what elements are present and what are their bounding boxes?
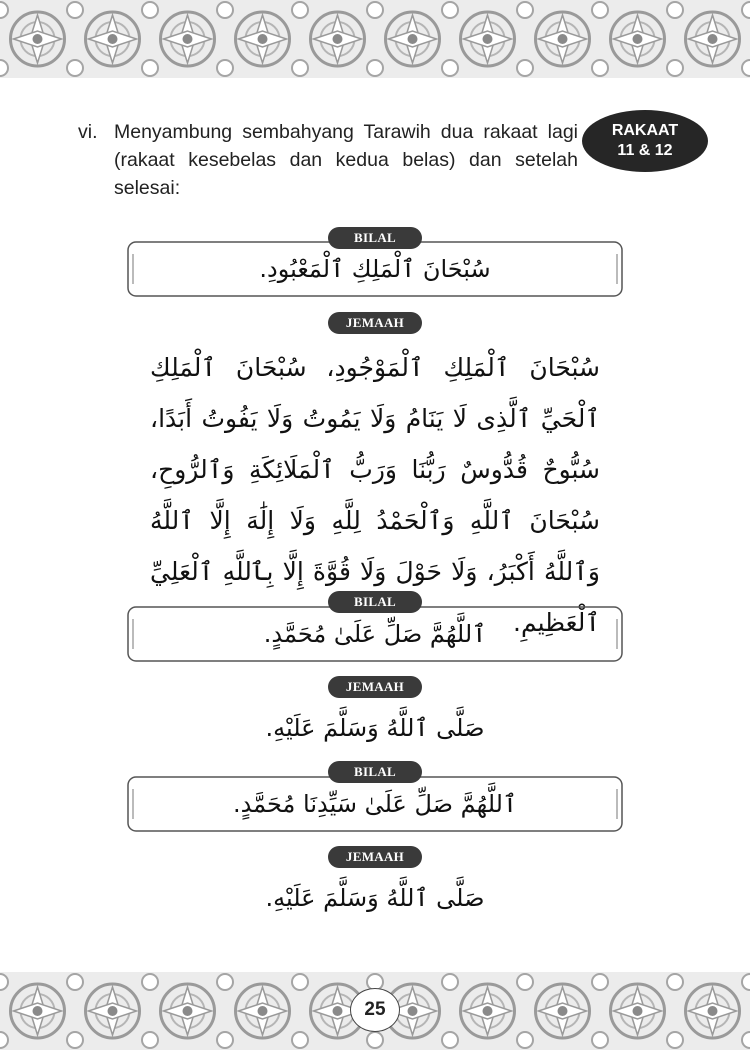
jemaah-text-1: سُبْحَانَ ٱلْمَلِكِ ٱلْمَوْجُودِ، سُبْحَانَ ٱلْمَلِكِ ٱلْحَيِّ ٱلَّذِى لَا يَنَامُ وَلَا يَمُوتُ وَلَا يَفُوتُ أَبَدًا، سُبُّوحٌ قُدُّوسٌ رَبُّنَا وَرَبُّ ٱلْمَلَائِكَةِ وَٱلرُّوحِ، سُبْحَانَ ٱللَّهِ وَٱلْحَمْدُ لِلَّهِ وَلَا إِلَٰهَ إِلَّا ٱللَّهُ وَٱللَّهُ أَكْبَرُ، وَلَا حَوْلَ وَلَا قُوَّةَ إِلَّا بِٱللَّهِ ٱلْعَلِيِّ ٱلْعَظِيمِ. [150, 353, 600, 637]
instruction-paragraph [78, 118, 578, 202]
jemaah-label-3: JEMAAH [328, 846, 422, 868]
bilal-text-2: ٱللَّهُمَّ صَلِّ عَلَىٰ مُحَمَّدٍ. [263, 620, 487, 648]
bilal-label-3: BILAL [328, 761, 422, 783]
item-number: vi. [78, 121, 98, 143]
page-number: 25 [350, 988, 400, 1032]
rakaat-badge [582, 110, 708, 172]
bilal-label-2: BILAL [328, 591, 422, 613]
bilal-text-3: ٱللَّهُمَّ صَلِّ عَلَىٰ سَيِّدِنَا مُحَمَّدٍ. [232, 790, 518, 818]
jemaah-label-2: JEMAAH [328, 676, 422, 698]
instruction-text: Menyambung sembahyang Tarawih dua rakaat lagi (rakaat kesebelas dan kedua belas) dan setelah selesai: [114, 121, 578, 199]
jemaah-label-1: JEMAAH [328, 312, 422, 334]
top-ornamental-border [0, 0, 750, 78]
bilal-text-1: سُبْحَانَ ٱلْمَلِكِ ٱلْمَعْبُودِ. [259, 255, 491, 283]
jemaah-text-2: صَلَّى ٱللَّهُ وَسَلَّمَ عَلَيْهِ. [265, 714, 485, 742]
rakaat-badge-title: RAKAAT [611, 122, 679, 139]
rakaat-badge-number: 11 & 12 [617, 142, 673, 159]
jemaah-text-3: صَلَّى ٱللَّهُ وَسَلَّمَ عَلَيْهِ. [265, 884, 485, 912]
bilal-label-1: BILAL [328, 227, 422, 249]
